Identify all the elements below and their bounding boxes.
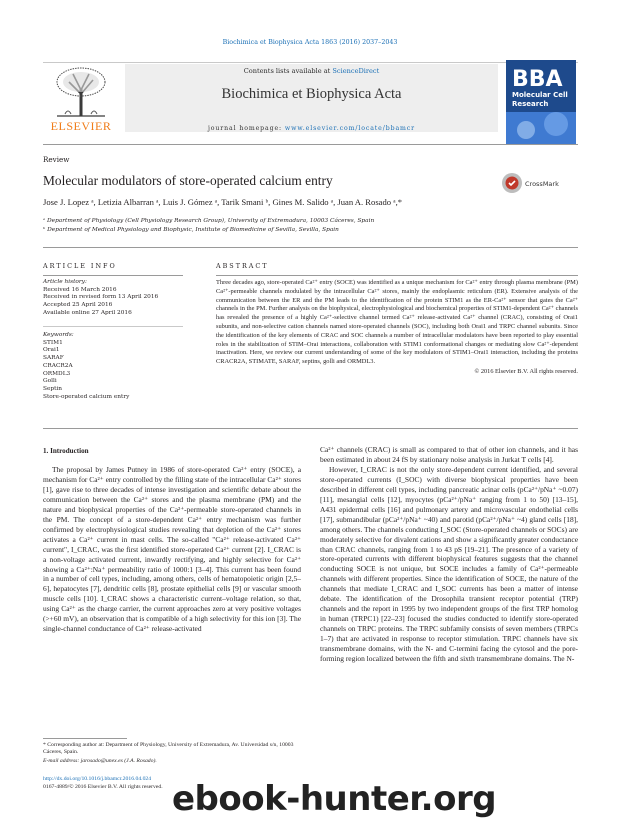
keywords-label: Keywords: [43, 332, 74, 338]
bba-cover-image [506, 60, 576, 144]
keyword: CRACR2A [43, 362, 73, 369]
keyword: Septin [43, 385, 63, 392]
history-label: Article history: [43, 279, 87, 285]
bba-cover-subtitle-1: Molecular Cell [512, 91, 568, 99]
body-paragraph: Ca²⁺ channels (CRAC) is small as compared to that of other ion channels, and it has been estimated in about 24 fS by stationary noise analysis in Jurkat T cells [4]. [320, 445, 578, 464]
watermark-text: ebook-hunter.org [172, 779, 497, 819]
body-paragraph: However, I_CRAC is not the only store-dependent current identified, and several store-operated currents (I_SOC) with diverse biophysical properties have been described in different cell types, including pancreatic acinar cells (pCa²⁺/pNa⁺ ~0.07) [11], mesangial cells [12], myocytes (pCa²⁺/pNa⁺ ranging from 1 to 50) [13–15], A431 epidermal cells [16] and pulmonary artery and microvascular endothelial cells [17], submandibular (pCa²⁺/pNa⁺ ~40) and parotid (pCa²⁺/pNa⁺ ~4) gland cells [18], among others. The channels conducting I_SOC (Store-operated channels or SOCs) are moderately selective for divalent cations and show a significantly greater conductance than CRAC channels, ranging from 1 to 43 pS [19–21]. The presence of a variety of store-operated currents with different biophysical features suggests that the channel conducting SOCE is not unique, but SOCE includes a family of Ca²⁺-permeable channels with different properties. Since the identification of SOCE, the nature of the channels that mediate I_CRAC and I_SOC currents has been a matter of intense debate. The identification of the Drosophila transient receptor potential (TRP) channels and the report in 1995 by two independent groups of the first TRP homolog in human (TRPC1) [22–23] focused the studies conducted to identify store-operated channels on TRPC proteins. The TRPC subfamily consists of seven members (TRPCs 1–7) that are activated in response to receptor stimulation. TRPC channels have six transmembrane domains, with the N- and C-termini facing the cytosol and the pore-forming region localized between the fifth and sixth transmembrane domains. The N- [320, 464, 578, 664]
keyword: SARAF [43, 355, 64, 362]
article-type: Review [43, 155, 70, 164]
abstract-copyright: © 2016 Elsevier B.V. All rights reserved. [474, 368, 578, 375]
section-heading: 1. Introduction [43, 447, 89, 455]
abstract-rule [216, 275, 578, 276]
homepage-prefix: journal homepage: [207, 125, 285, 132]
footnote-rule [43, 738, 127, 739]
right-column [320, 445, 578, 664]
crossmark-button[interactable] [501, 172, 581, 198]
sciencedirect-link[interactable]: ScienceDirect [332, 67, 380, 75]
article-history [43, 279, 183, 318]
contents-prefix: Contents lists available at [243, 67, 333, 75]
keyword: Orai1 [43, 347, 60, 354]
bba-cover-title: BBA [512, 67, 563, 92]
email-text[interactable]: E-mail address: jarosado@unex.es (J.A. Rosado). [43, 758, 157, 764]
keyword: Store-operated calcium entry [43, 393, 130, 400]
bba-cover-subtitle-2: Research [512, 100, 549, 108]
svg-text:ELSEVIER: ELSEVIER [50, 119, 112, 132]
article-title: Molecular modulators of store-operated calcium entry [43, 173, 333, 188]
contents-line [125, 67, 498, 75]
abstract-bottom-rule [43, 428, 578, 429]
journal-title: Biochimica et Biophysica Acta [221, 86, 402, 102]
left-column [43, 465, 301, 634]
history-item: Received in revised form 13 April 2016 [43, 294, 159, 301]
crossmark-label: CrossMark [525, 180, 559, 188]
history-item: Available online 27 April 2016 [43, 309, 132, 316]
article-info-heading: ARTICLE INFO [43, 262, 117, 270]
keyword: Golli [43, 378, 57, 385]
header-bottom-rule [43, 144, 578, 145]
affiliation-b: ᵇ Department of Medical Physiology and Biophysic, Institute of Biomedicine of Sevilla, Sevilla, Spain [43, 227, 339, 233]
article-info-rule [43, 275, 183, 276]
history-item: Received 16 March 2016 [43, 286, 117, 293]
issn-line: 0167-4889/© 2016 Elsevier B.V. All rights reserved. [43, 784, 163, 790]
homepage-link[interactable]: www.elsevier.com/locate/bbamcr [284, 125, 416, 132]
keywords-rule [43, 326, 183, 327]
elsevier-logo [43, 64, 119, 132]
header-divider [43, 62, 578, 63]
affiliation-divider [43, 247, 578, 248]
journal-citation[interactable]: Biochimica et Biophysica Acta 1863 (2016) 2037–2043 [222, 39, 398, 46]
homepage-line [125, 125, 498, 132]
author-list: Jose J. Lopez ᵃ, Letizia Albarran ᵃ, Luis J. Gómez ᵃ, Tarik Smani ᵇ, Gines M. Salido ᵃ, Juan A. Rosado ᵃ,* [43, 197, 403, 207]
email-note [43, 758, 301, 765]
doi-link[interactable]: http://dx.doi.org/10.1016/j.bbamcr.2016.04.024 [43, 776, 152, 782]
keywords-block [43, 332, 183, 401]
body-paragraph: The proposal by James Putney in 1986 of store-operated Ca²⁺ entry (SOCE), a mechanism for Ca²⁺ entry controlled by the filling state of the intracellular Ca²⁺ stores [1], gave rise to three decades of intense investigation and scientific debate about the communication between the Ca²⁺ stores and the plasma membrane (PM) and the nature and biophysical properties of the Ca²⁺-permeable store-operated channels in the PM. The concept of a store-dependent Ca²⁺ entry mechanism was further confirmed by electrophysiological studies revealing that depletion of the Ca²⁺ stores activates a Ca²⁺ current in mast cells. The so-called "Ca²⁺ release-activated Ca²⁺ current", I_CRAC, was the first identified store-operated Ca²⁺ current [2]. I_CRAC is a non-voltage activated current, inwardly rectifying, and highly selective for Ca²⁺ showing a Ca²⁺:Na⁺ permeability ratio of 1000:1 [3–4]. This current has been found in a number of cell types, including, among others, cells of hematopoietic origin [2,5–6], hepatocytes [7], dendritic cells [8], prostate epithelial cells [9] or vascular smooth muscle cells [10]. I_CRAC shows a characteristic current–voltage relation, so that, using Ca²⁺ as the charge carrier, the current approaches zero at very positive voltages (>+60 mV), an observation that is compatible of a high selectivity for this ion [3]. The single-channel conductance of Ca²⁺ release-activated [43, 465, 301, 634]
affiliation-a: ᵃ Department of Physiology (Cell Physiology Research Group), University of Extremadura, 10003 Cáceres, Spain [43, 218, 375, 224]
keyword: STIM1 [43, 339, 63, 346]
corresponding-author-note: * Corresponding author at: Department of Physiology, University of Extremadura, Av. Universidad s/n, 10003 Cáceres, Spain. [43, 742, 294, 756]
abstract-text: Three decades ago, store-operated Ca²⁺ entry (SOCE) was identified as a unique mechanism for Ca²⁺ entry through plasma membrane (PM) Ca²⁺-permeable channels modulated by the intracellular Ca²⁺ stores, mainly the endoplasmic reticulum (ER). Extensive analysis of the communication between the ER and the PM leads to the identification of the protein STIM1 as the ER-Ca²⁺ sensor that gates the Ca²⁺ channels in the PM. Further analysis on the biophysical, electrophysiological and biochemical properties of STIM1-dependent Ca²⁺ channels has revealed the presence of a highly Ca²⁺-selective channel termed Ca²⁺ release-activated Ca²⁺ channel (CRAC), consisting of Orai1 subunits, and non-selective cation channels named store-operated channels (SOC), including both Orai1 and TRPC channel subunits. Since the identification of the key elements of CRAC and SOC channels a number of intracellular modulators have been reported to play essential roles in the stabilization of STIM–Orai interactions, collaboration with STIM1 conformational changes or mediating slow Ca²⁺-dependent inactivation. Here, we review our current understanding of some of the key modulators of STIM1–Orai1 interaction, including the proteins CRACR2A, STIMATE, SARAF, septins, golli and ORMDL3. [216, 279, 578, 366]
abstract-heading: ABSTRACT [216, 262, 269, 270]
keyword: ORMDL3 [43, 370, 71, 377]
history-item: Accepted 25 April 2016 [43, 302, 113, 309]
